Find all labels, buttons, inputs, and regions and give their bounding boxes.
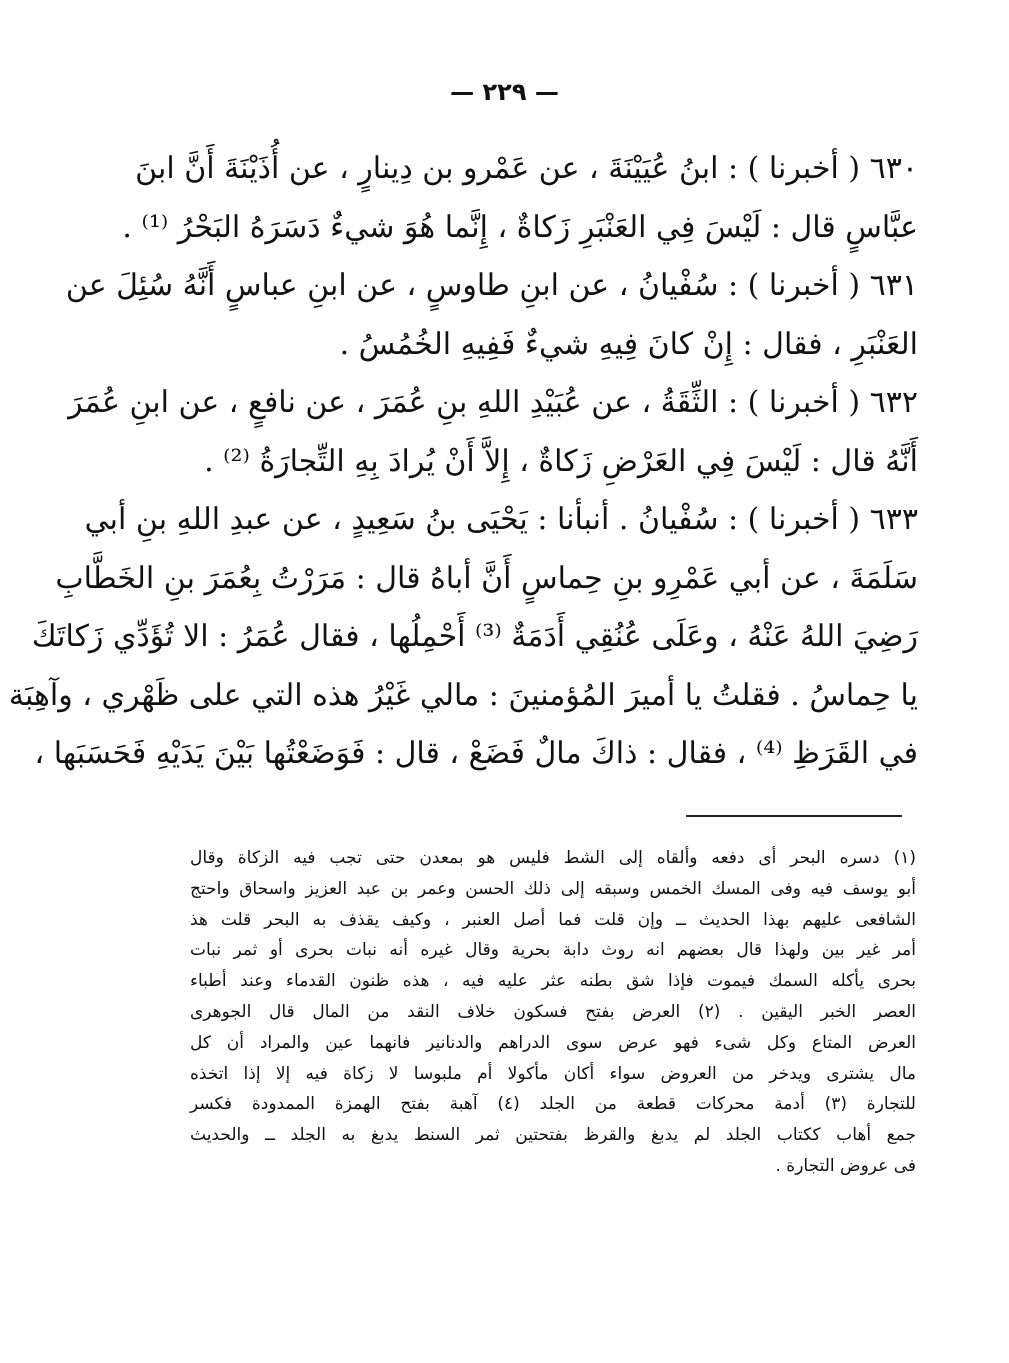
hadith-text: [8, 140, 918, 784]
hadith-line: ٦٣٠ ( أخبرنا ) : ابنُ عُيَيْنَةَ ، عن عَمْرو بن دِينارٍ ، عن أُذَيْنَةَ أَنَّ ابنَ: [135, 151, 918, 186]
footnote-line: بحرى يأكله السمك فيموت فإذا شق بطنه عثر عليه فيه ، هذه ظنون القدماء وعند أطباء: [190, 971, 916, 992]
hadith-line: أَنَّهُ قال : لَيْسَ فِي العَرْضِ زَكاةٌ ، إِلاَّ أَنْ يُرادَ بِهِ التِّجارَةُ ⁽²⁾ .: [204, 443, 918, 479]
footnote-line: فى عروض التجارة .: [775, 1155, 916, 1176]
hadith-line: ٦٣٢ ( أخبرنا ) : الثِّقَةُ ، عن عُبَيْدِ اللهِ بنِ عُمَرَ ، عن نافعٍ ، عن ابنِ عُمَرَ: [68, 385, 918, 420]
hadith-line: سَلَمَةَ ، عن أبي عَمْرِو بنِ حِماسٍ أَنَّ أباهُ قال : مَرَرْتُ بِعُمَرَ بنِ الخَطَّابِ: [55, 560, 918, 596]
hadith-line: العَنْبَرِ ، فقال : إِنْ كانَ فِيهِ شيءٌ فَفِيهِ الخُمُسُ .: [339, 326, 918, 362]
footnote-line: العرض المتاع وكل شىء فهو عرض سوى الدراهم والدنانير فانهما عين والمراد أن كل: [190, 1032, 916, 1053]
hadith-line: عبَّاسٍ قال : لَيْسَ فِي العَنْبَرِ زَكاةٌ ، إِنَّما هُوَ شيءٌ دَسَرَهُ البَحْرُ ⁽¹⁾ .: [122, 209, 918, 245]
footnote-line: للتجارة (٣) أدمة محركات قطعة من الجلد (٤) آهبة بفتح الهمزة الممدودة فكسر: [190, 1094, 916, 1115]
hadith-line: ٦٣٣ ( أخبرنا ) : سُفْيانُ . أنبأنا : يَحْيَى بنُ سَعِيدٍ ، عن عبدِ اللهِ بنِ أبي: [84, 502, 918, 537]
footnote-line: أمر غير بين ولهذا قال بعضهم انه روث دابة بحرية وقال غيره أنه نبات بحرى أو ثمر نبات: [190, 940, 916, 961]
hadith-line: يا حِماسُ . فقلتُ يا أميرَ المُؤمنينَ : مالي غَيْرُ هذه التي على ظَهْري ، وآهِبَة: [8, 677, 918, 713]
footnotes: [190, 843, 916, 1182]
footnote-line: (١) دسره البحر أى دفعه وألقاه إلى الشط فليس هو بمعدن حتى تجب فيه الزكاة وقال: [190, 848, 916, 868]
footnote-line: الشافعى عليهم بهذا الحديث ــ وإن قلت فما أصل العنبر ، وكيف يقذف به البحر قلت هذ: [190, 909, 916, 930]
footnote-line: مال يشترى ويدخر من العروض سواء أكان مأكولا أم ملبوسا لا زكاة فيه إلا إذا اتخذه: [190, 1063, 916, 1084]
page-number: — ٢٢٩ —: [450, 78, 559, 106]
hadith-line: رَضِيَ اللهُ عَنْهُ ، وعَلَى عُنُقِي أَدَمَةٌ ⁽³⁾ أَحْمِلُها ، فقال عُمَرُ : الا تُؤَدِّي زَكاتَكَ: [31, 619, 918, 654]
footnote-line: أبو يوسف فيه وفى المسك الخمس وسبقه إلى ذلك الحسن وعمر بن عبد العزيز واسحاق واحتج: [190, 878, 916, 899]
footnote-line: العصر الخبر اليقين . (٢) العرض بفتح فسكون خلاف النقد من المال قال الجوهرى: [190, 1001, 917, 1022]
footnote-line: جمع أهاب ككتاب الجلد لم يدبغ والقرظ بفتحتين ثمر السنط يدبغ به الجلد ــ والحديث: [190, 1125, 916, 1146]
hadith-line: ٦٣١ ( أخبرنا ) : سُفْيانُ ، عن ابنِ طاوسٍ ، عن ابنِ عباسٍ أَنَّهُ سُئِلَ عن: [65, 268, 918, 303]
hadith-line: في القَرَظِ ⁽⁴⁾ ، فقال : ذاكَ مالٌ فَضَعْ ، قال : فَوَضَعْتُها بَيْنَ يَدَيْهِ فَحَسَبَها ،: [34, 736, 918, 771]
footnote-divider: [686, 815, 902, 817]
